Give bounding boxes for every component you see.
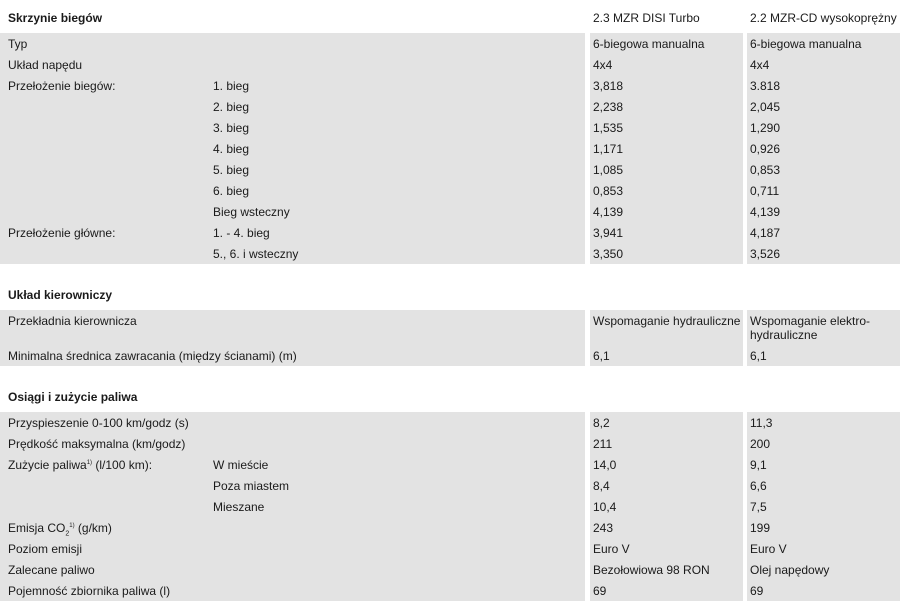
table-row: [0, 580, 905, 601]
table-row: [0, 559, 905, 580]
table-row: [0, 117, 905, 138]
table-row: [0, 222, 905, 243]
value-petrol: 69: [593, 584, 607, 598]
value-diesel: [750, 314, 900, 342]
table-row: [0, 33, 905, 54]
value-petrol: 10,4: [593, 500, 617, 514]
table-row: [0, 96, 905, 117]
row-sublabel: 5. bieg: [213, 163, 250, 177]
value-petrol: 6-biegowa manualna: [593, 37, 705, 51]
subscript: 2: [65, 530, 70, 538]
row-sublabel: 2. bieg: [213, 100, 250, 114]
value-diesel: 6,1: [750, 349, 767, 363]
value-petrol: 1,535: [593, 121, 624, 135]
transmission-table: [0, 33, 905, 264]
performance-table: [0, 412, 905, 601]
value-petrol: 0,853: [593, 184, 624, 198]
table-row: [0, 517, 905, 538]
value-petrol: Bezołowiowa 98 RON: [593, 563, 710, 577]
table-row: [0, 138, 905, 159]
value-diesel: 11,3: [750, 416, 773, 430]
row-label: Pojemność zbiornika paliwa (l): [8, 584, 171, 598]
value-diesel: 3.818: [750, 79, 781, 93]
value-diesel: 9,1: [750, 458, 767, 472]
value-diesel: 2,045: [750, 100, 781, 114]
row-sublabel: Mieszane: [213, 500, 265, 514]
row-label: Układ napędu: [8, 58, 83, 72]
value-petrol: 1,085: [593, 163, 624, 177]
value-diesel: 4x4: [750, 58, 770, 72]
value-diesel: 1,290: [750, 121, 781, 135]
value-diesel: 6-biegowa manualna: [750, 37, 862, 51]
row-label: [8, 458, 152, 472]
section-steering: [0, 277, 905, 366]
value-petrol: 1,171: [593, 142, 624, 156]
row-label: Przekładnia kierownicza: [8, 314, 137, 328]
value-petrol: Wspomaganie hydrauliczne: [593, 314, 741, 328]
table-row: [0, 201, 905, 222]
table-row: [0, 243, 905, 264]
section-title: Osiągi i zużycie paliwa: [8, 390, 138, 404]
row-sublabel: 5., 6. i wsteczny: [213, 247, 299, 261]
value-diesel: 0,853: [750, 163, 781, 177]
column-header-petrol: 2.3 MZR DISI Turbo: [593, 11, 700, 25]
value-diesel: 199: [750, 521, 771, 535]
table-row: [0, 454, 905, 475]
steering-table: [0, 310, 905, 366]
table-row: [0, 433, 905, 454]
row-label: Przełożenie biegów:: [8, 79, 116, 93]
value-diesel: Euro V: [750, 542, 787, 556]
value-diesel: Olej napędowy: [750, 563, 830, 577]
value-petrol: 3,941: [593, 226, 624, 240]
value-petrol: 3,818: [593, 79, 624, 93]
value-petrol: Euro V: [593, 542, 630, 556]
row-sublabel: Poza miastem: [213, 479, 290, 493]
table-row: [0, 54, 905, 75]
row-sublabel: 6. bieg: [213, 184, 250, 198]
section-header: [0, 0, 905, 33]
value-petrol: 2,238: [593, 100, 624, 114]
footnote-marker: 1): [69, 523, 75, 529]
section-title: Skrzynie biegów: [8, 11, 103, 25]
row-label-text: Zużycie paliwa: [8, 458, 87, 472]
row-label: Typ: [8, 37, 28, 51]
value-diesel: 4,139: [750, 205, 781, 219]
section-title: Układ kierowniczy: [8, 288, 113, 302]
value-petrol: 8,2: [593, 416, 610, 430]
section-header: [0, 277, 905, 310]
table-row: [0, 475, 905, 496]
value-diesel: 4,187: [750, 226, 781, 240]
section-transmission: [0, 0, 905, 264]
value-petrol: 4x4: [593, 58, 613, 72]
row-sublabel: Bieg wsteczny: [213, 205, 290, 219]
value-petrol: 8,4: [593, 479, 610, 493]
row-label: Przełożenie główne:: [8, 226, 116, 240]
value-petrol: 211: [593, 437, 613, 451]
section-performance: [0, 379, 905, 601]
table-row: [0, 496, 905, 517]
row-label: [8, 521, 112, 538]
value-diesel: 3,526: [750, 247, 781, 261]
table-row: [0, 345, 905, 366]
row-label: Zalecane paliwo: [8, 563, 95, 577]
row-label: Przyspieszenie 0-100 km/godz (s): [8, 416, 189, 430]
row-sublabel: 3. bieg: [213, 121, 250, 135]
row-sublabel: W mieście: [213, 458, 269, 472]
row-label: Prędkość maksymalna (km/godz): [8, 437, 186, 451]
value-diesel: 0,711: [750, 184, 780, 198]
row-sublabel: 4. bieg: [213, 142, 250, 156]
row-label-unit: (g/km): [74, 521, 112, 535]
table-row: [0, 310, 905, 345]
row-label-text: Emisja CO: [8, 521, 66, 535]
table-row: [0, 538, 905, 559]
row-sublabel: 1. - 4. bieg: [213, 226, 270, 240]
value-petrol: 14,0: [593, 458, 617, 472]
row-label-unit: (l/100 km):: [92, 458, 153, 472]
value-petrol: 4,139: [593, 205, 624, 219]
value-diesel: 7,5: [750, 500, 767, 514]
value-diesel-line1: Wspomaganie elektro-: [750, 314, 871, 328]
row-label: Poziom emisji: [8, 542, 83, 556]
row-sublabel: 1. bieg: [213, 79, 250, 93]
value-diesel: 6,6: [750, 479, 767, 493]
section-header: [0, 379, 905, 412]
table-row: [0, 412, 905, 433]
value-diesel: 69: [750, 584, 764, 598]
table-row: [0, 180, 905, 201]
footnote-marker: 1): [86, 460, 93, 466]
value-petrol: 3,350: [593, 247, 624, 261]
column-header-diesel: 2.2 MZR-CD wysokoprężny: [750, 11, 897, 25]
value-diesel-line2: hydrauliczne: [750, 328, 818, 342]
row-label: Minimalna średnica zawracania (między ścianami) (m): [8, 349, 297, 363]
value-petrol: 243: [593, 521, 614, 535]
value-diesel: 0,926: [750, 142, 781, 156]
table-row: [0, 75, 905, 96]
value-petrol: 6,1: [593, 349, 610, 363]
value-diesel: 200: [750, 437, 771, 451]
table-row: [0, 159, 905, 180]
